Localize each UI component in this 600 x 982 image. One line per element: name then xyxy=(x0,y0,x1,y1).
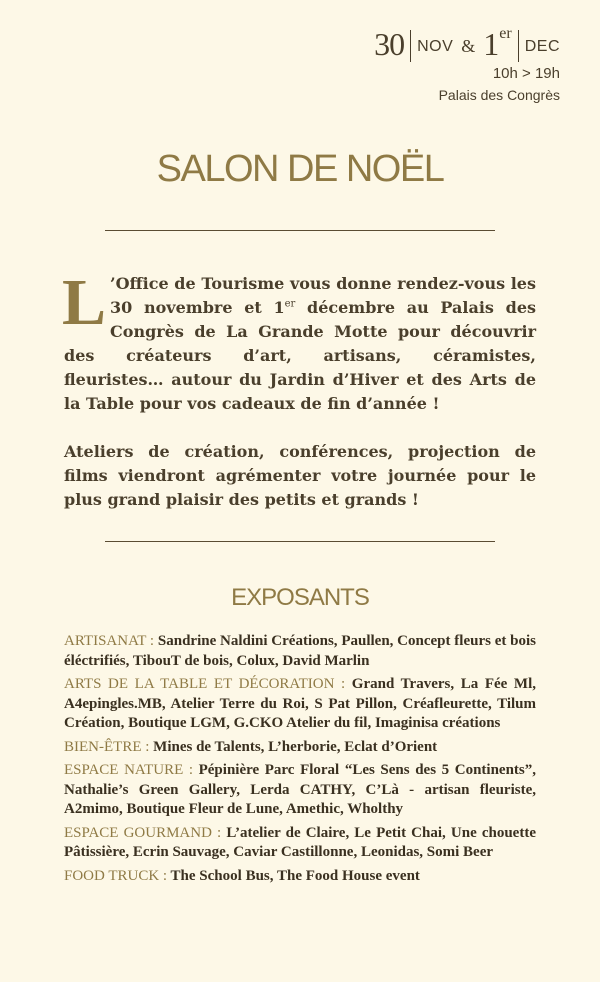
exhibitors-heading: EXPOSANTS xyxy=(231,584,369,611)
category-label: BIEN-ÊTRE : xyxy=(64,738,150,755)
exhibitors-list xyxy=(64,632,536,890)
start-month: NOV xyxy=(417,38,454,55)
exhibitor-names: Grand Travers, La Fée Ml, A4epingles.MB, Atelier Terre du Roi, S Pat Pillon, Créafleurette, Tilum Création, Boutique LGM, G.CKO Atelier du fil, Imaginisa créations xyxy=(64,676,536,731)
intro-superscript: er xyxy=(284,298,296,310)
drop-cap: L xyxy=(62,266,107,339)
category-label: ESPACE NATURE : xyxy=(64,762,194,778)
divider xyxy=(105,230,495,231)
date-ampersand: & xyxy=(461,36,476,56)
divider xyxy=(105,541,495,542)
exhibitor-category xyxy=(64,761,536,820)
event-venue: Palais des Congrès xyxy=(438,87,560,103)
exhibitor-category xyxy=(64,824,536,863)
end-day-superscript: er xyxy=(499,25,512,42)
intro-paragraph xyxy=(62,266,537,416)
exhibitor-category xyxy=(64,738,536,758)
category-label: ESPACE GOURMAND : xyxy=(64,824,222,841)
event-hours: 10h > 19h xyxy=(492,65,560,82)
exhibitor-category xyxy=(64,867,536,887)
end-month: DEC xyxy=(524,38,560,55)
intro-text-part-1: ’Office de Tourisme vous donne rendez-vous les 30 novembre et 1 xyxy=(110,274,536,317)
category-label: ARTS DE LA TABLE ET DÉCORATION : xyxy=(64,676,346,692)
date-divider xyxy=(518,30,519,62)
category-label: ARTISANAT : xyxy=(64,633,155,649)
exhibitor-names: The School Bus, The Food House event xyxy=(167,867,420,884)
exhibitor-names: Pépinière Parc Floral “Les Sens des 5 Continents”, Nathalie’s Green Gallery, Lerda CATHY, C’Là - artisan fleuriste, A2mimo, Boutique Fleur de Lune, Amethic, Wholthy xyxy=(64,762,536,817)
category-label: FOOD TRUCK : xyxy=(64,867,168,884)
activities-paragraph: Ateliers de création, conférences, projection de films viendront agrémenter votre journée pour le plus grand plaisir des petits et grands ! xyxy=(64,442,536,509)
event-date-block xyxy=(374,25,560,103)
date-divider xyxy=(410,30,411,62)
event-dates xyxy=(374,25,560,62)
start-day: 30 xyxy=(374,26,405,62)
exhibitor-category xyxy=(64,675,536,734)
exhibitor-category xyxy=(64,632,536,671)
end-day: 1 xyxy=(483,26,499,62)
page-title: SALON DE NOËL xyxy=(156,148,444,190)
intro-text-part-2: décembre au Palais des Congrès de La Grande Motte pour découvrir des créateurs d’art, artisans, céramistes, fleuristes… autour du Jardin d’Hiver et des Arts de la Table pour vos cadeaux de fin d’année ! xyxy=(64,298,537,413)
exhibitor-names: L’atelier de Claire, Le Petit Chai, Une chouette Pâtissière, Ecrin Sauvage, Caviar Castillonne, Leonidas, Somi Beer xyxy=(64,824,536,860)
exhibitor-names: Mines de Talents, L’herborie, Eclat d’Orient xyxy=(149,738,438,755)
exhibitor-names: Sandrine Naldini Créations, Paullen, Concept fleurs et bois éléctrifiés, TibouT de bois, Colux, David Marlin xyxy=(64,633,536,669)
